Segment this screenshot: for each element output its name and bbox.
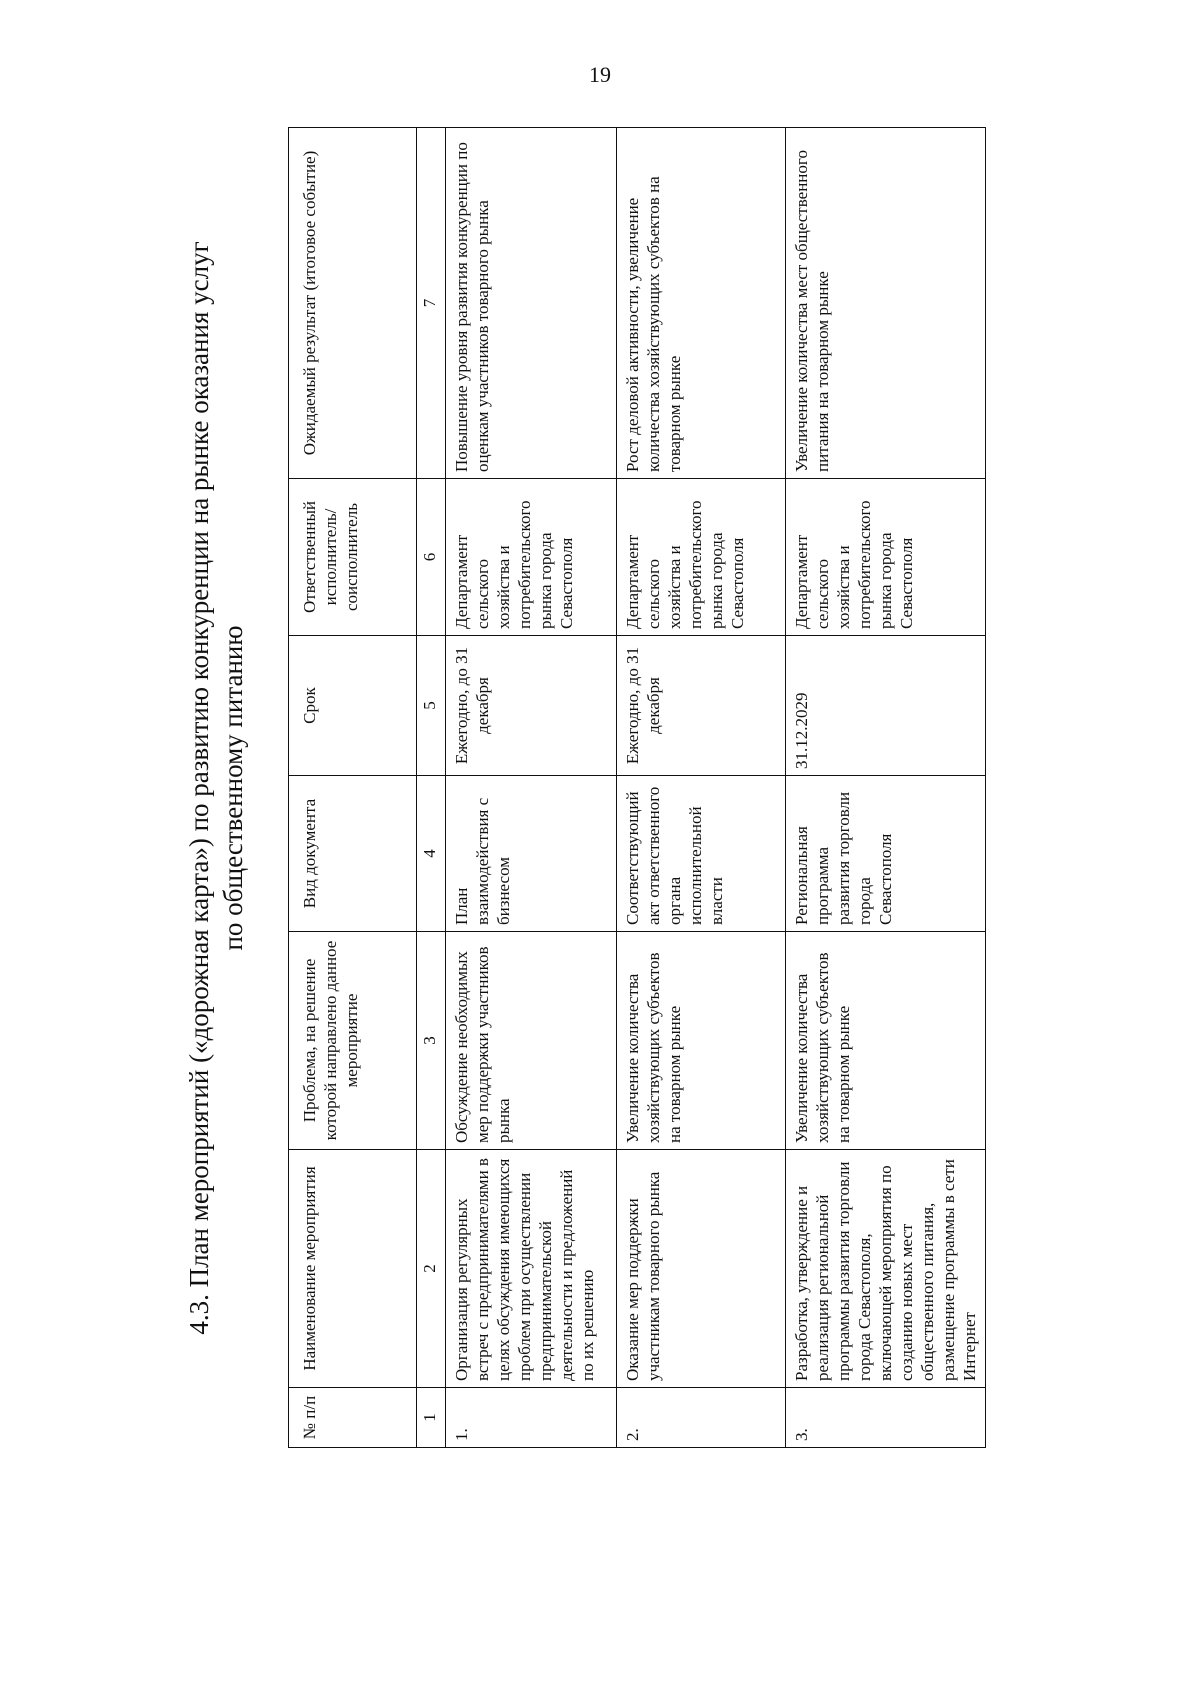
header-doc-type: Вид документа <box>289 776 417 932</box>
expected-result: Увеличение количества мест общественного питания на товарном рынке <box>786 128 986 479</box>
expected-result: Повышение уровня развития конкуренции по оценкам участников товарного рынка <box>446 128 617 479</box>
document-type: Соответствующий акт ответственного органа исполнительной власти <box>617 776 786 932</box>
table-header-row <box>289 128 417 1448</box>
column-number: 6 <box>417 479 446 636</box>
column-number: 4 <box>417 776 446 932</box>
column-number: 1 <box>417 1388 446 1448</box>
header-problem: Проблема, на решение которой направлено данное мероприятие <box>289 932 417 1150</box>
page-number: 19 <box>589 62 611 87</box>
column-number: 5 <box>417 636 446 776</box>
table-row <box>446 128 617 1448</box>
activity-name: Организация регулярных встреч с предпринимателями в целях обсуждения имеющихся проблем при осуществлении предпринимательской деятельности и предложений по их решению <box>446 1150 617 1388</box>
title-line-1: 4.3. План мероприятий («дорожная карта») по развитию конкуренции на рынке оказания услуг <box>184 241 214 1335</box>
activity-term: Ежегодно, до 31 декабря <box>617 636 786 776</box>
column-number: 7 <box>417 128 446 479</box>
activity-problem: Увеличение количества хозяйствующих субъектов на товарном рынке <box>786 932 986 1150</box>
table-row <box>786 128 986 1448</box>
column-number-row <box>417 128 446 1448</box>
header-responsible: Ответственный исполнитель/ соисполнитель <box>289 479 417 636</box>
document-type: Региональная программа развития торговли города Севастополя <box>786 776 986 932</box>
roadmap-table <box>288 127 986 1448</box>
activity-problem: Обсуждение необходимых мер поддержки участников рынка <box>446 932 617 1150</box>
column-number: 2 <box>417 1150 446 1388</box>
responsible-executor: Департамент сельского хозяйства и потребительского рынка города Севастополя <box>446 479 617 636</box>
table-row <box>617 128 786 1448</box>
activity-term: 31.12.2029 <box>786 636 986 776</box>
activity-term: Ежегодно, до 31 декабря <box>446 636 617 776</box>
column-number: 3 <box>417 932 446 1150</box>
header-name: Наименование мероприятия <box>289 1150 417 1388</box>
responsible-executor: Департамент сельского хозяйства и потребительского рынка города Севастополя <box>617 479 786 636</box>
header-term: Срок <box>289 636 417 776</box>
title-line-2: по общественному питанию <box>218 625 248 951</box>
responsible-executor: Департамент сельского хозяйства и потребительского рынка города Севастополя <box>786 479 986 636</box>
row-number: 3. <box>786 1388 986 1448</box>
header-result: Ожидаемый результат (итоговое событие) <box>289 128 417 479</box>
activity-name: Разработка, утверждение и реализация региональной программы развития торговли города Севастополя, включающей мероприятия по созданию новых мест общественного питания, размещение программы в сети Интернет <box>786 1150 986 1388</box>
activity-name: Оказание мер поддержки участникам товарного рынка <box>617 1150 786 1388</box>
row-number: 1. <box>446 1388 617 1448</box>
row-number: 2. <box>617 1388 786 1448</box>
expected-result: Рост деловой активности, увеличение количества хозяйствующих субъектов на товарном рынке <box>617 128 786 479</box>
header-number: № п/п <box>289 1388 417 1448</box>
document-type: План взаимодействия с бизнесом <box>446 776 617 932</box>
activity-problem: Увеличение количества хозяйствующих субъектов на товарном рынке <box>617 932 786 1150</box>
document-title <box>170 128 288 1448</box>
rotated-content <box>170 128 1050 1448</box>
